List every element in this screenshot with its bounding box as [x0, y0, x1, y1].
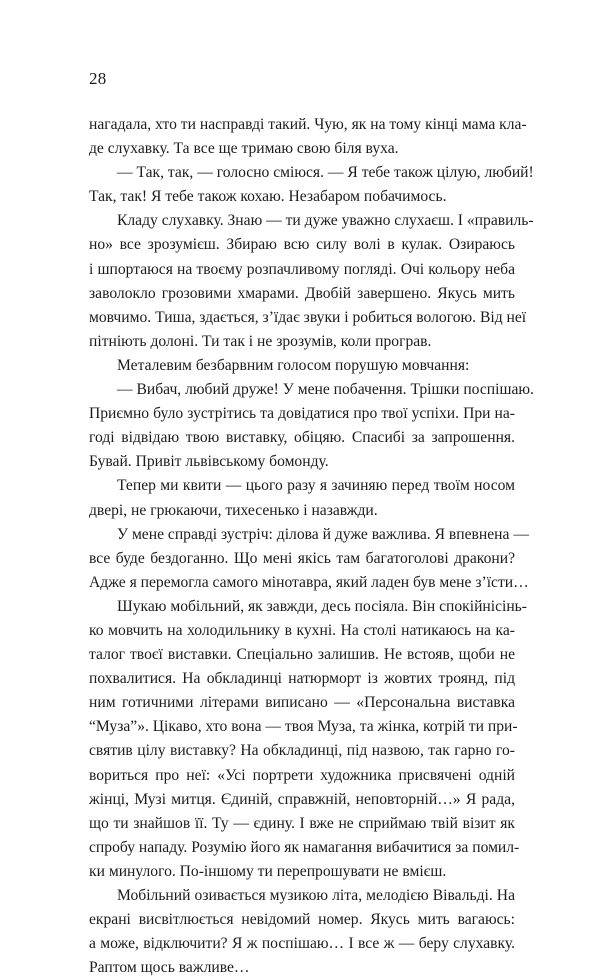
text-line: но» все зрозумієш. Збираю всю силу волі в кулак. Озираюсь [89, 236, 515, 254]
text-line: святив цілу виставку? На обкладинці, під назвою, так гарно го- [89, 742, 515, 760]
paragraph [89, 523, 529, 595]
text-line: все буде бездоганно. Що мені якісь там багатоголові дракони? [89, 549, 515, 567]
text-line: ним готичними літерами виписано — «Персональна виставка [89, 694, 515, 712]
text-line: “Муза”». Цікаво, хто вона — твоя Муза, та жінка, котрій ти при- [89, 718, 518, 736]
text-line: пітніють долоні. Ти так і не зрозумів, коли програв. [89, 332, 432, 350]
text-line: і шпортаюся на твоєму розпачливому погляді. Очі кольору неба [89, 260, 515, 278]
text-line: ки минулого. По-іншому ти перепрошувати не вмієш. [89, 862, 447, 880]
text-line: Приємно було зустрітись та довідатися про твої успіхи. При на- [89, 405, 515, 423]
text-line: — Вибач, любий друже! У мене побачення. Трішки поспішаю. [117, 381, 534, 399]
text-line: Раптом щось важливе… [89, 959, 250, 977]
text-line: що ти знайшов її. Ту — єдину. І вже не сприймаю твій візит як [89, 814, 515, 832]
paragraph [89, 209, 534, 354]
text-line: — Так, так, — голосно сміюся. — Я тебе також цілую, любий! [117, 164, 534, 182]
text-line: Бувай. Привіт львівському бомонду. [89, 453, 329, 471]
text-line: вориться про неї: «Усі портрети художника присвячені одній [89, 766, 515, 784]
page-number: 28 [89, 69, 107, 88]
text-line: спробу нападу. Розумію його як намагання вибачитися за помил- [89, 838, 520, 856]
paragraph [89, 474, 515, 522]
text-line: талог твоєї виставки. Спеціально залишив. Не встояв, щоби не [89, 646, 515, 664]
text-line: Тепер ми квити — цього разу я зачиняю перед твоїм носом [117, 477, 515, 495]
text-line: двері, не грюкаючи, тихесенько і назавжди. [89, 501, 378, 519]
paragraph [89, 161, 534, 209]
text-line: У мене справді зустріч: ділова й дуже важлива. Я впевнена — [117, 525, 529, 543]
text-line: Металевим безбарвним голосом порушую мовчання: [117, 356, 470, 374]
text-line: ко мовчить на холодильнику в кухні. На столі натикаюсь на ка- [89, 621, 515, 639]
text-line: Мобільний озивається музикою літа, мелодією Вівальді. На [117, 887, 515, 904]
text-line: Шукаю мобільний, як завжди, десь посіяла. Він спокійнісінь- [117, 597, 527, 615]
text-line: заволокло грозовими хмарами. Двобій завершено. Якусь мить [89, 284, 515, 302]
text-line: екрані висвітлюється невідомий номер. Якусь мить вагаюсь: [89, 911, 515, 929]
paragraph [89, 113, 527, 161]
text-line: годі відвідаю твою виставку, обіцяю. Спасибі за запрошення. [89, 429, 515, 447]
paragraph [89, 595, 527, 884]
text-line: Так, так! Я тебе також кохаю. Незабаром побачимось. [89, 188, 447, 206]
paragraph [89, 884, 515, 980]
text-line: де слухавку. Та все ще тримаю свою біля вуха. [89, 140, 399, 158]
text-line: жінці, Музі митця. Єдиній, справжній, неповторній…» Я рада, [89, 790, 515, 808]
paragraph [89, 378, 534, 474]
text-line: нагадала, хто ти насправді такий. Чую, як на тому кінці мама кла- [89, 116, 527, 133]
text-line: Кладу слухавку. Знаю — ти дуже уважно слухаєш. І «правиль- [117, 212, 534, 230]
paragraph [89, 354, 515, 378]
text-line: похвалитися. На обкладинці натюрморт із жовтих троянд, під [89, 670, 515, 688]
text-line: Адже я перемогла самого мінотавра, який ладен був мене з’їсти… [89, 573, 529, 591]
text-line: мовчимо. Тиша, здається, з’їдає звуки і робиться вологою. Від неї [89, 308, 527, 326]
text-line: а може, відключити? Я ж поспішаю… І все ж — беру слухавку. [89, 935, 515, 953]
page-body-text [89, 113, 534, 980]
